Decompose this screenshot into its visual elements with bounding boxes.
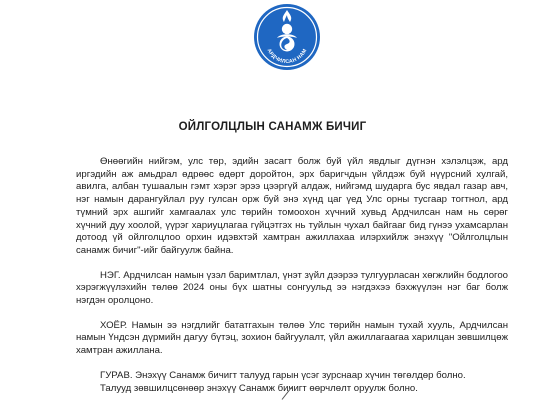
- emblem-text: АРДЧИЛСАН НАМ: [265, 47, 309, 66]
- clause-one-paragraph: НЭГ. Ардчилсан намын үзэл баримтлал, үнэт зүйл дээрээ тулгуурласан хөгжлийн бодлогоо хэрэгжүүлэхийн төлөө 2024 оны бүх шатны сонгуульд ээ нэгдэхээ бэхжүүлэн нэг баг болж нэгдэн оролцоно.: [76, 269, 508, 307]
- clause-two-paragraph: ХОЁР. Намын ээ нэгдлийг бататгахын төлөө Улс төрийн намын тухай хууль, Ардчилсан намын Үндсэн дүрмийн дагуу бүтэц, зохион байгуулалт, үйл ажиллагаагаа харилцан зөвшилцөж хамтран ажиллана.: [76, 319, 508, 357]
- closing-paragraph: Талууд зөвшилцсөнөөр энэхүү Санамж бичигт өөрчлөлт оруулж болно.: [100, 382, 418, 394]
- clause-three-paragraph: ГУРАВ. Энэхүү Санамж бичигт талууд гарын үсэг зурснаар хүчин төгөлдөр болно.: [100, 369, 466, 381]
- document-title: ОЙЛГОЛЦЛЫН САНАМЖ БИЧИГ: [178, 121, 367, 133]
- document-body: [76, 156, 508, 407]
- party-emblem-icon: [252, 2, 322, 72]
- party-emblem: [252, 2, 322, 72]
- preamble-paragraph: Өнөөгийн нийгэм, улс төр, эдийн засагт болж буй үйл явдлыг дүгнэн хэлэлцэж, ард иргэдийн аж амьдрал өдрөөс өдөрт доройтон, эрх баригчдын үйлдэж буй нүүрсний хулгай, авилга, албан тушаалын гэмт хэрэг эрээ цээргүй алдаж, нийгэмд шударга бус явдал газар авч, нэг намын дарангуйлал руу гулсан орж буй энэ хүнд цаг үед Улс орны тусгаар тогтнол, ард түмний эрх ашгийг хамгаалах улс төрийн томоохон хүчний хувьд Ардчилсан нам нь сөрөг хүчний дуу хоолой, үүрэг хариуцлагаа гүйцэтгэх нь туйлын чухал байгааг бид гүнээ ухамсарлан дотоод үй ойлголцлоо орхин идэвхтэй хамтран ажиллахаа илэрхийлж энэхүү "Ойлголцлын санамж бичиг"-ийг байгуулж байна.: [76, 156, 508, 256]
